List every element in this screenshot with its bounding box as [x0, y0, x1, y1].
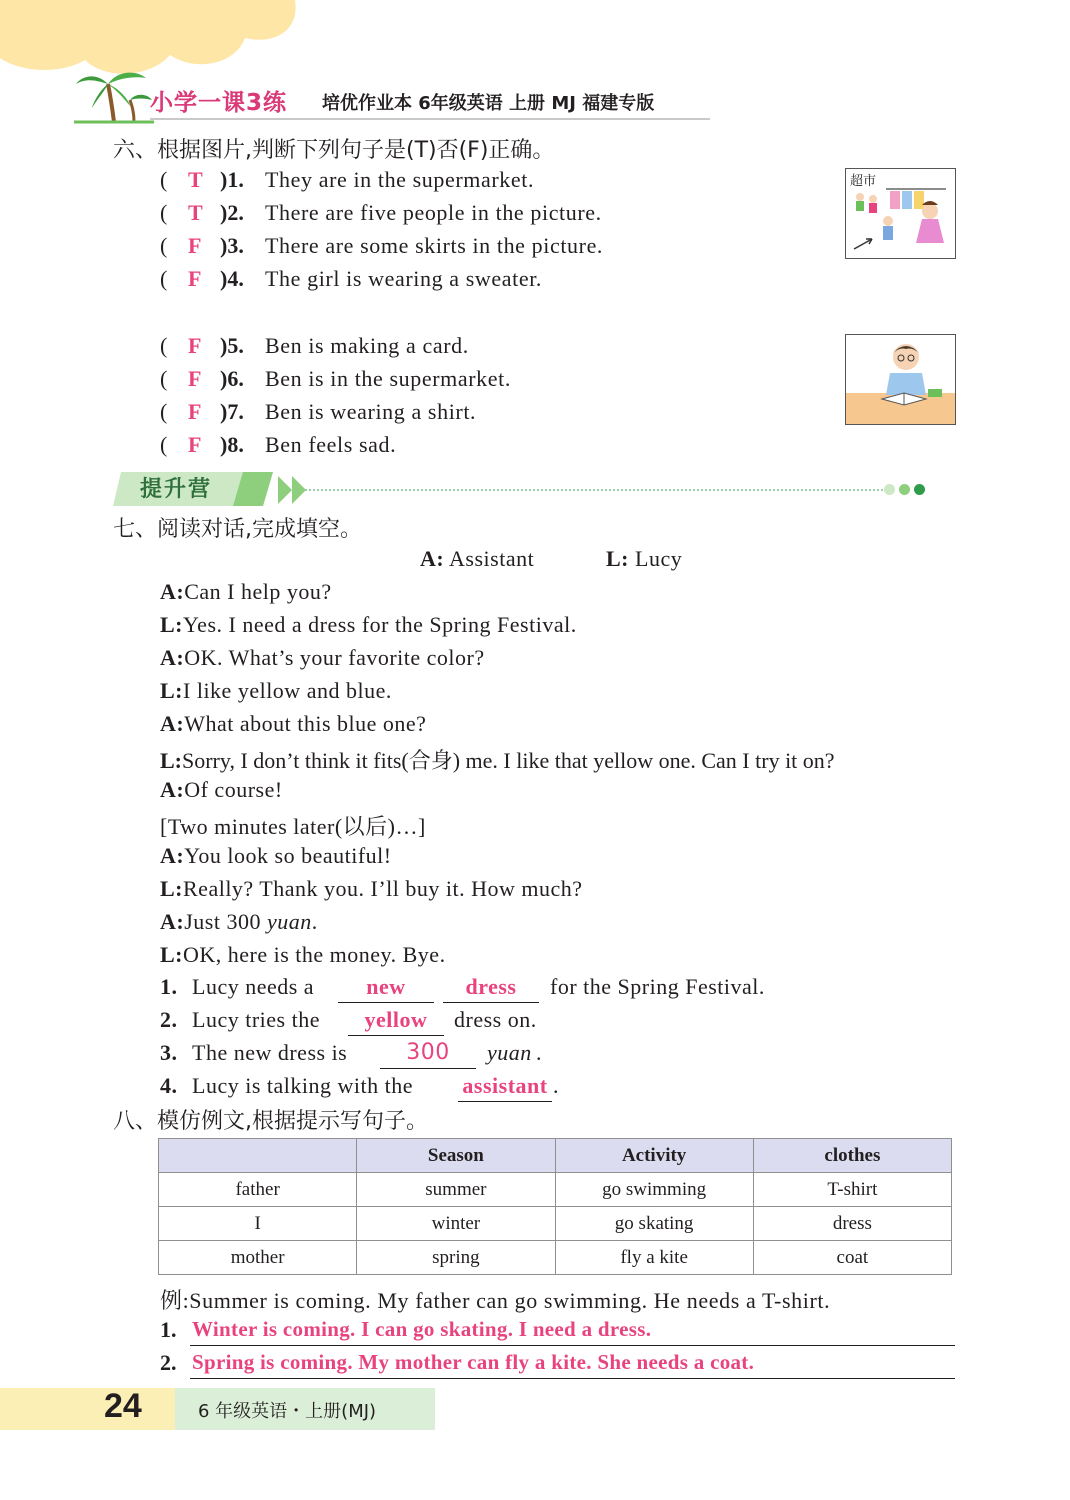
fill-text: yuan [487, 1040, 532, 1065]
table-cell: spring [357, 1241, 555, 1275]
dialogue-line [160, 579, 332, 609]
ben-picture [845, 334, 956, 425]
dialogue-line [160, 612, 577, 642]
item-number: 1. [160, 974, 178, 999]
item-number: )1. [220, 167, 244, 192]
page-number: 24 [104, 1387, 142, 1425]
speaker-tag: A: [160, 711, 185, 736]
supermarket-picture [845, 168, 956, 259]
hint-table [158, 1138, 952, 1275]
line-text: OK. What’s your favorite color? [184, 645, 485, 670]
item-number: )5. [220, 333, 244, 358]
fill-text: dress on. [454, 1007, 537, 1032]
table-cell: go skating [555, 1207, 753, 1241]
line-text: Just 300 [184, 909, 267, 934]
table-cell: winter [357, 1207, 555, 1241]
answer-mark: F [188, 432, 202, 457]
dot-decoration [899, 484, 910, 495]
item-number: 3. [160, 1040, 178, 1065]
speaker-tag: L: [160, 678, 183, 703]
paren: ( [160, 333, 168, 358]
item-number: )4. [220, 266, 244, 291]
period: . [311, 909, 318, 934]
speaker-tag: L: [606, 546, 629, 571]
dialogue-line [160, 678, 392, 708]
item-text: The girl is wearing a sweater. [265, 266, 543, 291]
item-number: 2. [160, 1350, 177, 1375]
item-text: Ben is making a card. [265, 333, 469, 358]
item-number: 4. [160, 1073, 178, 1098]
answer-mark: F [188, 366, 202, 391]
speaker-key-l [606, 546, 682, 572]
table-header-row [159, 1139, 952, 1173]
line-text: I like yellow and blue. [183, 678, 392, 703]
line-text: You look so beautiful! [184, 843, 392, 868]
speaker-tag: L: [160, 748, 182, 773]
item-text: They are in the supermarket. [265, 167, 535, 192]
table-cell: fly a kite [555, 1241, 753, 1275]
item-text: Ben is in the supermarket. [265, 366, 511, 391]
table-cell: go swimming [555, 1173, 753, 1207]
speaker-tag: A: [160, 645, 185, 670]
table-cell: mother [159, 1241, 357, 1275]
item-number: )3. [220, 233, 244, 258]
answer-text: Winter is coming. I can go skating. I need a dress. [192, 1317, 652, 1341]
answer-blank[interactable]: assistant [458, 1073, 552, 1102]
answer-mark: T [188, 200, 203, 225]
dialogue-line [160, 810, 426, 840]
section-6-title: 六、根据图片,判断下列句子是(T)否(F)正确。 [113, 138, 555, 163]
fill-item [160, 1007, 580, 1037]
paren: ( [160, 432, 168, 457]
header-divider [150, 118, 710, 120]
table-header [159, 1139, 357, 1173]
answer-line[interactable] [190, 1348, 955, 1379]
answer-blank[interactable]: 300 [380, 1040, 476, 1069]
period: . [536, 1040, 542, 1065]
dialogue-line [160, 711, 426, 741]
yuan-word: yuan [266, 909, 312, 934]
paren: ( [160, 399, 168, 424]
table-cell: summer [357, 1173, 555, 1207]
speaker-tag: A: [160, 843, 185, 868]
answer-mark: F [188, 233, 202, 258]
fill-text: Lucy tries the [192, 1007, 320, 1032]
fill-item [160, 1040, 580, 1070]
paren: ( [160, 233, 168, 258]
paren: ( [160, 266, 168, 291]
fill-item [160, 1073, 580, 1103]
table-header: clothes [753, 1139, 951, 1173]
item-number: )6. [220, 366, 244, 391]
footer-text: 6 年级英语・上册(MJ) [198, 1401, 377, 1422]
line-text: Of course! [184, 777, 283, 802]
answer-text: Spring is coming. My mother can fly a kite. She needs a coat. [192, 1350, 755, 1374]
fill-text: for the Spring Festival. [550, 974, 765, 999]
speaker-tag: A: [160, 909, 185, 934]
dialogue-line [160, 744, 835, 774]
line-text: Sorry, I don’t think it fits(合身) me. I like that yellow one. Can I try it on? [182, 748, 835, 773]
speaker-tag: A: [420, 546, 445, 571]
speaker-tag: L: [160, 942, 183, 967]
dialogue-line [160, 777, 283, 807]
section-7-title: 七、阅读对话,完成填空。 [113, 517, 362, 542]
answer-mark: F [188, 266, 202, 291]
supermarket-sign: 超市 [850, 174, 877, 189]
banner-label: 提升营 [140, 477, 213, 502]
paren: ( [160, 167, 168, 192]
speaker-name: Lucy [635, 546, 683, 571]
table-header: Activity [555, 1139, 753, 1173]
answer-blank[interactable]: yellow [348, 1007, 444, 1036]
dialogue-line [160, 909, 318, 939]
item-text: There are some skirts in the picture. [265, 233, 604, 258]
speaker-tag: L: [160, 612, 183, 637]
item-number: 2. [160, 1007, 178, 1032]
item-text: Ben is wearing a shirt. [265, 399, 477, 424]
example-sentence: 例:Summer is coming. My father can go swimming. He needs a T-shirt. [160, 1288, 831, 1313]
dialogue-line [160, 942, 446, 972]
speaker-tag: A: [160, 777, 185, 802]
dialogue-line [160, 843, 392, 873]
speaker-name: Assistant [449, 546, 535, 571]
item-text: There are five people in the picture. [265, 200, 602, 225]
table-row [159, 1241, 952, 1275]
answer-mark: F [188, 333, 202, 358]
table-cell: T-shirt [753, 1173, 951, 1207]
table-row [159, 1173, 952, 1207]
line-text: OK, here is the money. Bye. [183, 942, 446, 967]
fill-text: Lucy needs a [192, 974, 315, 999]
speaker-key-a [420, 546, 534, 572]
dot-decoration [914, 484, 925, 495]
paren: ( [160, 366, 168, 391]
paren: ( [160, 200, 168, 225]
footer-band [0, 1388, 175, 1430]
answer-blank[interactable]: new [338, 974, 434, 1003]
answer-mark: T [188, 167, 203, 192]
line-text: Yes. I need a dress for the Spring Festival. [183, 612, 577, 637]
table-row [159, 1207, 952, 1241]
item-text: Ben feels sad. [265, 432, 397, 457]
answer-line[interactable] [190, 1315, 955, 1346]
dialogue-line [160, 876, 583, 906]
header-subtitle: 培优作业本 6年级英语 上册 MJ 福建专版 [322, 93, 655, 114]
line-text: Really? Thank you. I’ll buy it. How much? [183, 876, 583, 901]
speaker-tag: A: [160, 579, 185, 604]
boy-reading-icon [846, 335, 955, 424]
table-cell: coat [753, 1241, 951, 1275]
item-number: )7. [220, 399, 244, 424]
fill-text: . [553, 1073, 559, 1098]
speaker-tag: L: [160, 876, 183, 901]
fill-item [160, 974, 820, 1004]
answer-blank[interactable]: dress [443, 974, 539, 1003]
table-header: Season [357, 1139, 555, 1173]
line-text: Can I help you? [184, 579, 332, 604]
fill-text: Lucy is talking with the [192, 1073, 413, 1098]
palm-tree-icon [74, 66, 154, 124]
table-cell: I [159, 1207, 357, 1241]
answer-mark: F [188, 399, 202, 424]
section-8-title: 八、模仿例文,根据提示写句子。 [113, 1109, 428, 1134]
line-text: [Two minutes later(以后)…] [160, 814, 426, 839]
item-number: 1. [160, 1317, 177, 1342]
dot-decoration [884, 484, 895, 495]
header-brand: 小学一课3练 [150, 90, 288, 116]
item-number: )8. [220, 432, 244, 457]
item-number: )2. [220, 200, 244, 225]
table-cell: dress [753, 1207, 951, 1241]
line-text: What about this blue one? [184, 711, 427, 736]
fill-text: The new dress is [192, 1040, 348, 1065]
shopping-scene-icon [846, 169, 955, 258]
dialogue-line [160, 645, 485, 675]
banner-dotted-line [305, 489, 883, 491]
table-cell: father [159, 1173, 357, 1207]
